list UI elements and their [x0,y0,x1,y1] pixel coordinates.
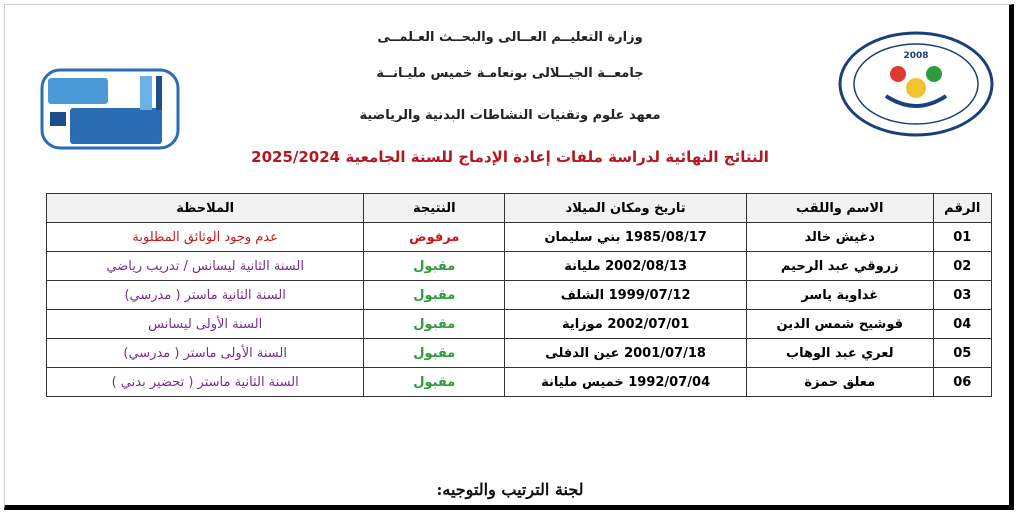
row-name: لعري عبد الوهاب [747,339,933,368]
row-note: السنة الثانية ماستر ( تحضير بدني ) [47,368,364,397]
row-num: 01 [933,223,992,252]
header-note: الملاحظة [47,194,364,223]
row-birth: 2002/07/01 موزاية [505,310,747,339]
row-birth: 2001/07/18 عين الدفلى [505,339,747,368]
header-result: النتيجة [364,194,505,223]
row-result: مقبول [364,368,505,397]
table-header-row [47,194,992,223]
institute-name: معهد علوم وتقنيات النشاطات البدنية والرياضية [359,108,661,123]
row-note: عدم وجود الوثائق المطلوبة [47,223,364,252]
row-note: السنة الأولى ليسانس [47,310,364,339]
ministry-name: وزارة التعليــم العــالى والبحــث العـلمــى [377,30,643,45]
row-name: غداوية ياسر [747,281,933,310]
row-num: 06 [933,368,992,397]
row-birth: 1999/07/12 الشلف [505,281,747,310]
committee-label: لجنة الترتيب والتوجيه: [436,480,584,499]
row-result: مرفوض [364,223,505,252]
results-table [46,193,992,397]
row-num: 05 [933,339,992,368]
seal-year: 2008 [903,51,929,61]
table-row [47,339,992,368]
row-birth: 1992/07/04 خميس مليانة [505,368,747,397]
header-birth: تاريخ ومكان الميلاد [505,194,747,223]
header-num: الرقم [933,194,992,223]
row-name: قوشيح شمس الدين [747,310,933,339]
table-row [47,310,992,339]
row-result: مقبول [364,310,505,339]
row-note: السنة الثانية ماستر ( مدرسي) [47,281,364,310]
row-num: 03 [933,281,992,310]
table-row [47,223,992,252]
institute-seal-logo [836,30,996,138]
university-name: جامعــة الجيــلالى بونعامـة خميس مليـانــة [376,66,644,81]
table-row [47,252,992,281]
row-name: معلق حمزة [747,368,933,397]
row-num: 02 [933,252,992,281]
row-name: زروقي عبد الرحيم [747,252,933,281]
table-row [47,281,992,310]
university-wordmark-logo [40,68,180,150]
row-note: السنة الثانية ليسانس / تدريب رياضي [47,252,364,281]
row-note: السنة الأولى ماستر ( مدرسي) [47,339,364,368]
row-result: مقبول [364,281,505,310]
header-name: الاسم واللقب [747,194,933,223]
document-title: النتائج النهائية لدراسة ملفات إعادة الإدماج للسنة الجامعية 2025/2024 [251,148,769,166]
row-result: مقبول [364,252,505,281]
row-birth: 2002/08/13 مليانة [505,252,747,281]
table-row [47,368,992,397]
row-num: 04 [933,310,992,339]
row-birth: 1985/08/17 بني سليمان [505,223,747,252]
row-result: مقبول [364,339,505,368]
row-name: دغيش خالد [747,223,933,252]
